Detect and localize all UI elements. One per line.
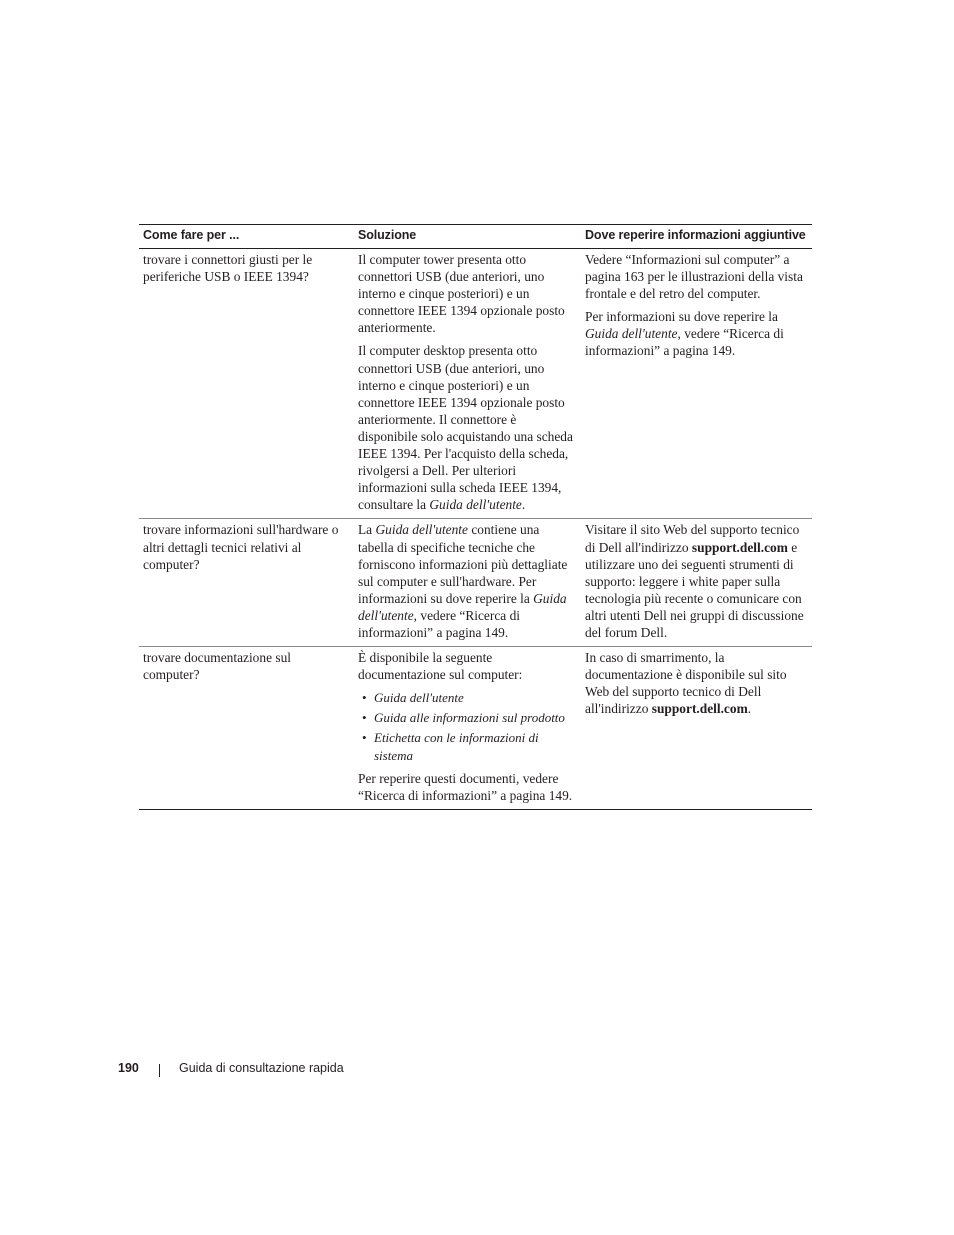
table-row [139, 249, 812, 519]
solution-paragraph: La Guida dell'utente contiene una tabella di specifiche tecniche che forniscono informazioni più dettagliate sul computer e sull'hardware. Per informazioni su dove reperire la Guida dell'utente, vedere “Ricerca di informazioni” a pagina 149. [358, 522, 568, 640]
solution-cell [348, 647, 582, 810]
solution-paragraph: Il computer desktop presenta otto connettori USB (due anteriori, uno interno e cinque posteriori) e un connettore IEEE 1394 opzionale posto anteriormente. Il connettore è disponibile solo acquistando una scheda IEEE 1394. Per l'acquisto della scheda, rivolgersi a Dell. Per ulteriori informazioni sulla scheda IEEE 1394, consultare la Guida dell'utente. [358, 343, 573, 513]
list-item: • Guida dell'utente [362, 690, 464, 706]
solution-paragraph: Per reperire questi documenti, vedere “Ricerca di informazioni” a pagina 149. [358, 770, 573, 803]
info-paragraph: Vedere “Informazioni sul computer” a pagina 163 per le illustrazioni della vista frontale e del retro del computer. [585, 252, 803, 302]
solution-paragraph: Il computer tower presenta otto connettori USB (due anteriori, uno interno e cinque posteriori) e un connettore IEEE 1394 opzionale posto anteriormente. [358, 252, 565, 336]
table-row [139, 519, 812, 647]
task-text: trovare i connettori giusti per le periferiche USB o IEEE 1394? [143, 252, 313, 285]
table-header-row [139, 225, 812, 249]
info-cell [582, 249, 812, 519]
solution-cell [348, 519, 582, 647]
task-text: trovare documentazione sul computer? [143, 650, 291, 683]
info-table [139, 224, 812, 810]
task-cell [139, 519, 348, 647]
header-info: Dove reperire informazioni aggiuntive [582, 225, 812, 249]
task-cell [139, 249, 348, 519]
info-paragraph: In caso di smarrimento, la documentazione è disponibile sul sito Web del supporto tecnico di Dell all'indirizzo support.dell.com. [585, 650, 787, 717]
list-item: • Guida alle informazioni sul prodotto [362, 710, 565, 726]
info-cell [582, 647, 812, 810]
task-text: trovare informazioni sull'hardware o altri dettagli tecnici relativi al computer? [143, 522, 339, 572]
support-link: support.dell.com [691, 539, 788, 555]
solution-cell [348, 249, 582, 519]
table-row [139, 647, 812, 810]
solution-paragraph: È disponibile la seguente documentazione sul computer: [358, 650, 523, 683]
header-task: Come fare per ... [139, 225, 348, 249]
list-item: • Etichetta con le informazioni di sistema [362, 730, 539, 763]
task-cell [139, 647, 348, 810]
info-cell [582, 519, 812, 647]
page-number: 190 [118, 1061, 139, 1075]
footer-divider [159, 1064, 160, 1077]
info-paragraph: Per informazioni su dove reperire la Guida dell'utente, vedere “Ricerca di informazioni” a pagina 149. [585, 309, 784, 359]
support-link: support.dell.com [651, 701, 748, 717]
info-paragraph: Visitare il sito Web del supporto tecnico di Dell all'indirizzo support.dell.com e utilizzare uno dei seguenti strumenti di supporto: leggere i white paper sulla tecnologia più recente o comunicare con altri utenti Dell nei gruppi di discussione del forum Dell. [585, 522, 804, 640]
document-list [358, 689, 578, 763]
header-solution: Soluzione [348, 225, 582, 249]
footer-title: Guida di consultazione rapida [179, 1061, 344, 1075]
